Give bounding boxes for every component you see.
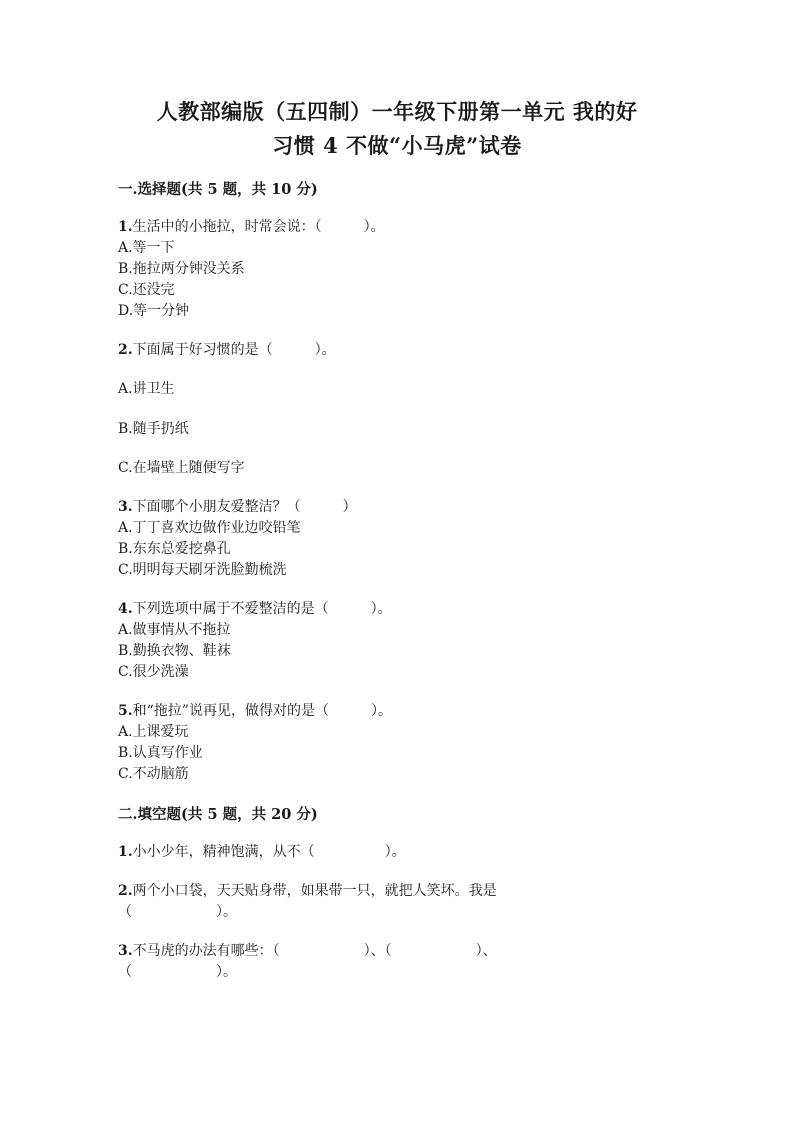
question-number: 1. (118, 844, 133, 860)
question-text: 生活中的小拖拉，时常会说：（ ）。 (132, 219, 385, 235)
question-text: 小小少年，精神饱满，从不（ ）。 (132, 844, 406, 860)
option-item: A.讲卫生 (118, 381, 175, 397)
option-item: A.等一下 (118, 240, 175, 256)
question-text: 下面属于好习惯的是（ ）。 (132, 342, 336, 358)
option-item: B.东东总爱挖鼻孔 (118, 541, 231, 557)
title-line-1: 人教部编版（五四制）一年级下册第一单元 我的好 (156, 99, 638, 124)
option-item: A.丁丁喜欢边做作业边咬铅笔 (118, 520, 301, 536)
question-number: 2. (118, 342, 133, 358)
option-item: B.随手扔纸 (118, 421, 189, 437)
question-number: 5. (118, 703, 133, 719)
question-number: 4. (118, 601, 133, 617)
option-item: D.等一分钟 (118, 303, 190, 319)
question-text: 下面哪个小朋友爱整洁？（ ） (132, 499, 357, 515)
fill-question (118, 842, 406, 862)
question-number: 3. (118, 943, 133, 959)
question-stem (118, 701, 392, 721)
option-item: B.认真写作业 (118, 745, 203, 761)
question-number: 2. (118, 883, 133, 899)
option-item: B.勤换衣物、鞋袜 (118, 643, 231, 659)
fill-question-continuation: （ ）。 (118, 964, 237, 980)
section-header-choice: 一.选择题(共 5 题，共 10 分) (118, 181, 318, 198)
option-item: C.还没完 (118, 282, 175, 298)
option-item: C.在墙壁上随便写字 (118, 460, 245, 476)
question-text: 和“拖拉”说再见，做得对的是（ ）。 (132, 703, 392, 719)
question-stem (118, 599, 392, 619)
fill-question (118, 881, 497, 901)
question-text: 两个小口袋，天天贴身带，如果带一只，就把人笑坏。我是 (132, 883, 497, 899)
question-text: 不马虎的办法有哪些：（ ）、（ ）、 (132, 943, 497, 959)
fill-question (118, 941, 497, 961)
option-item: A.做事情从不拖拉 (118, 622, 231, 638)
option-item: C.不动脑筋 (118, 766, 189, 782)
option-item: A.上课爱玩 (118, 724, 189, 740)
question-stem (118, 217, 385, 237)
fill-question-continuation: （ ）。 (118, 904, 237, 920)
question-number: 1. (118, 219, 133, 235)
question-stem (118, 497, 357, 517)
question-stem (118, 340, 336, 360)
question-number: 3. (118, 499, 133, 515)
question-text: 下列选项中属于不爱整洁的是（ ）。 (132, 601, 392, 617)
option-item: C.很少洗澡 (118, 664, 189, 680)
option-item: B.拖拉两分钟没关系 (118, 261, 245, 277)
section-header-fill: 二.填空题(共 5 题，共 20 分) (118, 806, 318, 823)
title-line-2: 习惯 4 不做“小马虎”试卷 (272, 133, 522, 158)
option-item: C.明明每天刷牙洗脸勤梳洗 (118, 562, 287, 578)
